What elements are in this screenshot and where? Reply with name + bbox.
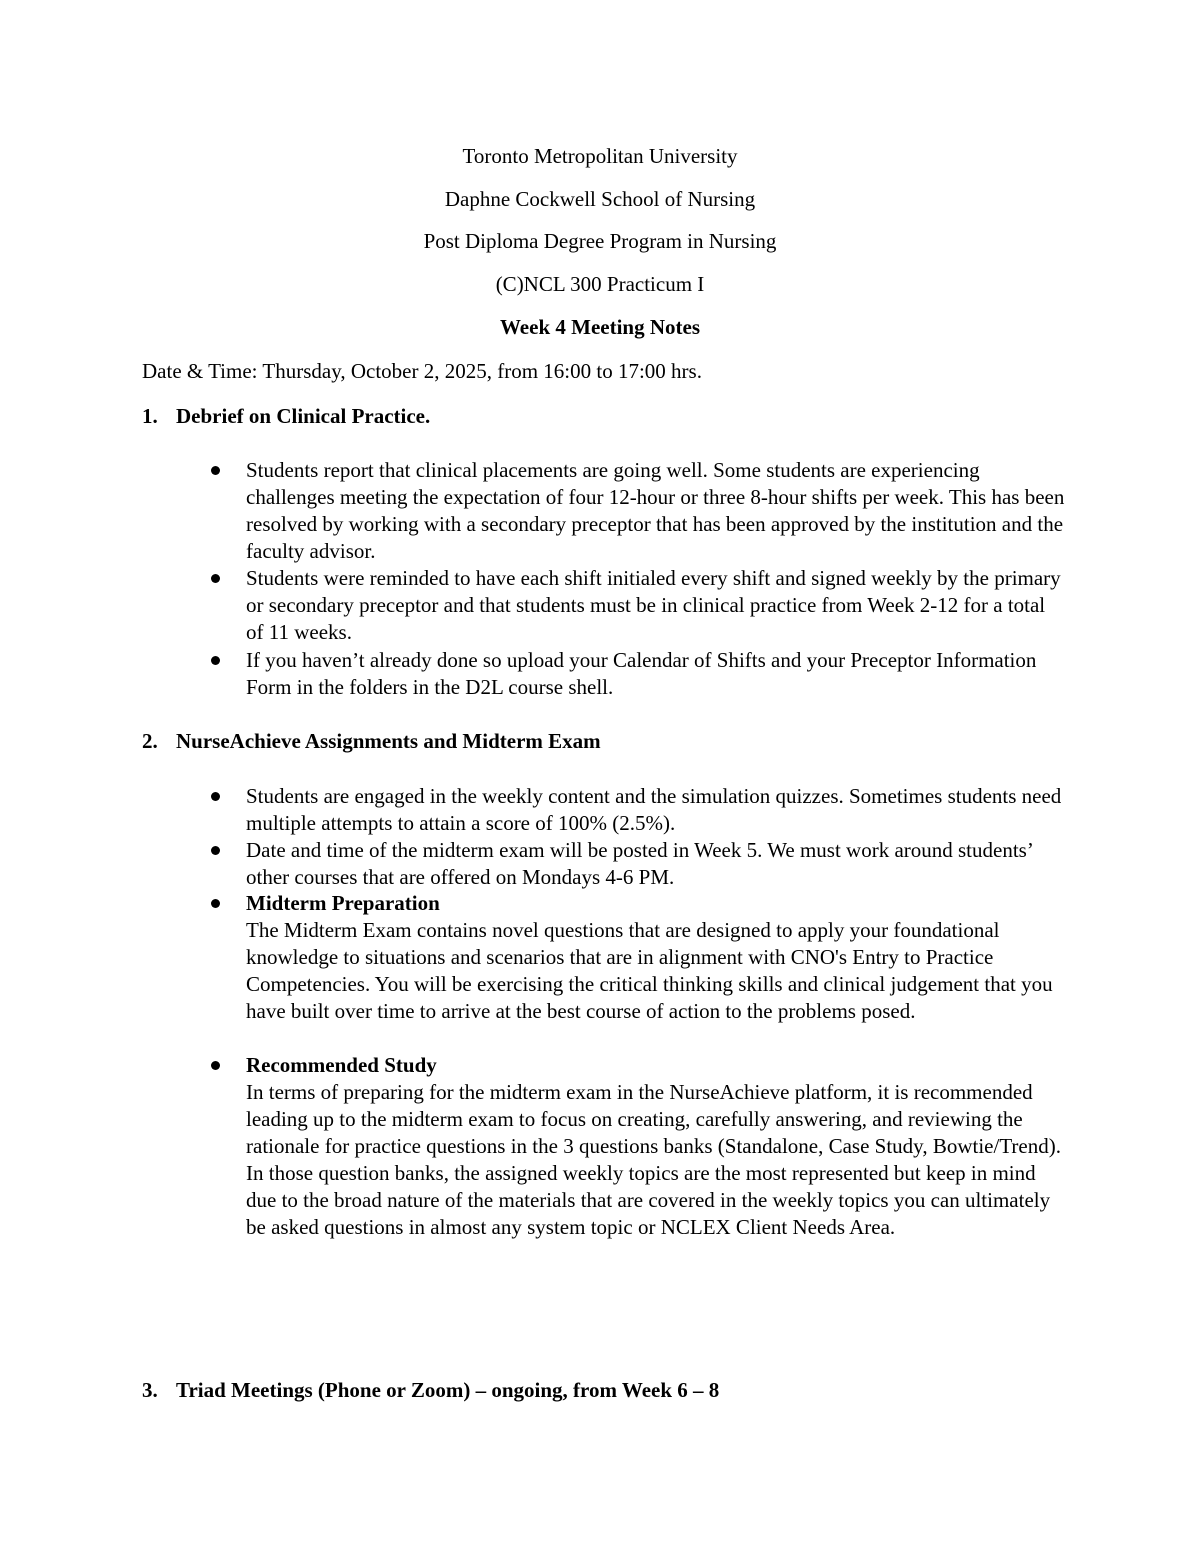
section-number: 1. — [142, 404, 158, 428]
bullet-icon — [211, 574, 220, 583]
list-item — [246, 457, 1066, 565]
program-name: Post Diploma Degree Program in Nursing — [423, 229, 777, 253]
bullet-text: Students are engaged in the weekly content and the simulation quizzes. Sometimes students need multiple attempts to attain a score of 100% (2.5%). — [246, 784, 1062, 835]
section-title: Debrief on Clinical Practice. — [176, 404, 431, 428]
bullet-icon — [211, 656, 220, 665]
list-item — [246, 783, 1066, 837]
university-name: Toronto Metropolitan University — [462, 144, 738, 168]
subsection-title: Midterm Preparation — [246, 891, 440, 915]
bullet-text: Students report that clinical placements are going well. Some students are experiencing challenges meeting the expectation of four 12-hour or three 8-hour shifts per week. This has been resolved by working with a secondary preceptor that has been approved by the institution and the faculty advisor. — [246, 458, 1065, 563]
bullet-text: Date and time of the midterm exam will be posted in Week 5. We must work around students’ other courses that are offered on Mondays 4-6 PM. — [246, 838, 1033, 889]
bullet-icon — [211, 899, 220, 908]
course-name: (C)NCL 300 Practicum I — [495, 272, 705, 296]
bullet-icon — [211, 1061, 220, 1070]
bullet-text: If you haven’t already done so upload your Calendar of Shifts and your Preceptor Information Form in the folders in the D2L course shell. — [246, 648, 1037, 699]
section-heading-3 — [142, 1377, 719, 1404]
list-item — [246, 837, 1066, 891]
subsection-title: Recommended Study — [246, 1053, 437, 1077]
bullet-icon — [211, 846, 220, 855]
section-title: Triad Meetings (Phone or Zoom) – ongoing, from Week 6 – 8 — [176, 1378, 720, 1402]
section-title: NurseAchieve Assignments and Midterm Exam — [176, 729, 601, 753]
page-title: Week 4 Meeting Notes — [499, 315, 701, 339]
meeting-datetime: Date & Time: Thursday, October 2, 2025, from 16:00 to 17:00 hrs. — [142, 359, 702, 383]
bullet-text: Students were reminded to have each shift initialed every shift and signed weekly by the primary or secondary preceptor and that students must be in clinical practice from Week 2-12 for a total of 11 weeks. — [246, 566, 1061, 644]
bullet-icon — [211, 792, 220, 801]
section-number: 3. — [142, 1378, 158, 1402]
list-item — [246, 565, 1066, 646]
list-item — [246, 890, 1066, 1025]
section-heading-2 — [142, 728, 601, 755]
subsection-text: The Midterm Exam contains novel questions that are designed to apply your foundational knowledge to situations and scenarios that are in alignment with CNO's Entry to Practice Competencies. You will be exercising the critical thinking skills and clinical judgement that you have built over time to arrive at the best course of action to the problems posed. — [246, 918, 1053, 1023]
section-heading-1 — [142, 403, 430, 430]
list-item — [246, 1052, 1066, 1241]
subsection-text: In terms of preparing for the midterm exam in the NurseAchieve platform, it is recommended leading up to the midterm exam to focus on creating, carefully answering, and reviewing the rationale for practice questions in the 3 questions banks (Standalone, Case Study, Bowtie/Trend). In those question banks, the assigned weekly topics are the most represented but keep in mind due to the broad nature of the materials that are covered in the weekly topics you can ultimately be asked questions in almost any system topic or NCLEX Client Needs Area. — [246, 1080, 1061, 1239]
section-number: 2. — [142, 729, 158, 753]
list-item — [246, 647, 1066, 701]
bullet-icon — [211, 466, 220, 475]
school-name: Daphne Cockwell School of Nursing — [444, 187, 756, 211]
